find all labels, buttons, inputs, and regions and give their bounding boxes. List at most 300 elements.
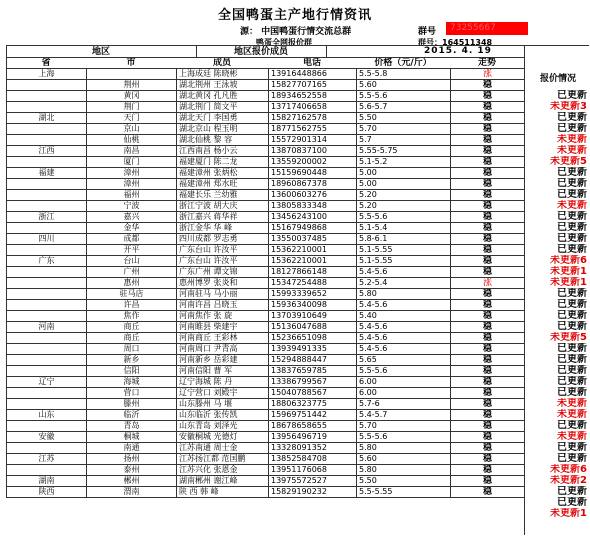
price-cell: 5.5-5.6 <box>357 366 451 377</box>
trend-cell: 稳 <box>451 399 525 410</box>
city-cell: 宁波 <box>87 201 177 212</box>
member-cell: 江西南昌 杨小云 <box>177 146 269 157</box>
status-badge: 已更新 <box>557 211 587 222</box>
trend-cell: 稳 <box>451 212 525 223</box>
phone-cell: 13703910649 <box>269 311 357 322</box>
status-badge: 未更新3 <box>550 101 587 112</box>
price-cell: 5.65 <box>357 355 451 366</box>
price-cell: 5.1-5.4 <box>357 223 451 234</box>
table-row <box>7 278 525 289</box>
province-cell <box>7 124 87 135</box>
phone-cell: 15936340098 <box>269 300 357 311</box>
price-cell: 5.55-5.75 <box>357 146 451 157</box>
price-cell: 5.5-5.55 <box>357 487 451 498</box>
trend-cell: 稳 <box>451 366 525 377</box>
price-cell: 6.00 <box>357 388 451 399</box>
table-row <box>7 399 525 410</box>
table-row <box>7 311 525 322</box>
table-row <box>7 190 525 201</box>
province-cell: 福建 <box>7 168 87 179</box>
member-cell: 广东台山 许汝平 <box>177 256 269 267</box>
city-cell: 新乡 <box>87 355 177 366</box>
price-cell: 5.1-5.55 <box>357 245 451 256</box>
trend-cell: 稳 <box>451 223 525 234</box>
trend-cell: 涨 <box>451 69 525 80</box>
member-cell: 陕 西 韩 峰 <box>177 487 269 498</box>
province-cell <box>7 311 87 322</box>
table-row <box>7 443 525 454</box>
member-cell: 四川成都 罗志勇 <box>177 234 269 245</box>
province-cell: 上海 <box>7 69 87 80</box>
status-badge: 已更新 <box>557 233 587 244</box>
city-cell: 许昌 <box>87 300 177 311</box>
phone-cell: 15969751442 <box>269 410 357 421</box>
city-cell: 金华 <box>87 223 177 234</box>
status-badge: 已更新 <box>557 112 587 123</box>
member-cell: 河南信阳 曹 军 <box>177 366 269 377</box>
province-cell <box>7 278 87 289</box>
report-date: 2015. 4. 19 <box>424 46 492 56</box>
status-badge: 未更新 <box>557 409 587 420</box>
price-cell: 5.4-5.6 <box>357 267 451 278</box>
table-row <box>7 344 525 355</box>
price-cell: 5.20 <box>357 201 451 212</box>
phone-cell: 15362210001 <box>269 256 357 267</box>
header-price: 价格（元/斤） <box>374 58 432 68</box>
price-cell: 5.50 <box>357 113 451 124</box>
trend-cell: 稳 <box>451 190 525 201</box>
price-cell: 5.80 <box>357 289 451 300</box>
province-cell <box>7 421 87 432</box>
trend-cell: 稳 <box>451 432 525 443</box>
province-cell: 江苏 <box>7 454 87 465</box>
status-badge: 已更新 <box>557 222 587 233</box>
table-row <box>7 212 525 223</box>
phone-cell: 15347254488 <box>269 278 357 289</box>
table-row <box>7 91 525 102</box>
phone-cell: 15827707165 <box>269 80 357 91</box>
price-cell: 5.4-5.6 <box>357 344 451 355</box>
province-cell <box>7 399 87 410</box>
table-row <box>7 234 525 245</box>
status-badge: 已更新 <box>557 299 587 310</box>
status-badge: 已更新 <box>557 288 587 299</box>
phone-cell: 18127866148 <box>269 267 357 278</box>
city-cell: 驻马店 <box>87 289 177 300</box>
table-row <box>7 223 525 234</box>
member-cell: 河南许昌 吕晓玉 <box>177 300 269 311</box>
city-cell: 信阳 <box>87 366 177 377</box>
table-row <box>7 267 525 278</box>
status-badge: 已更新 <box>557 90 587 101</box>
table-row <box>7 366 525 377</box>
trend-cell: 稳 <box>451 124 525 135</box>
city-cell: 台山 <box>87 256 177 267</box>
table-row <box>7 454 525 465</box>
city-cell: 扬州 <box>87 454 177 465</box>
status-badge: 未更新1 <box>550 266 587 277</box>
status-badge: 未更新1 <box>550 277 587 288</box>
price-cell: 6.00 <box>357 377 451 388</box>
phone-cell: 18806323775 <box>269 399 357 410</box>
table-row <box>7 476 525 487</box>
city-cell: 漳州 <box>87 179 177 190</box>
city-cell: 商丘 <box>87 333 177 344</box>
phone-cell: 13852584708 <box>269 454 357 465</box>
header-report: 报价情况 <box>539 74 576 84</box>
price-cell: 5.00 <box>357 179 451 190</box>
table-row <box>7 487 525 498</box>
member-cell: 河南焦作 张 旋 <box>177 311 269 322</box>
province-cell <box>7 190 87 201</box>
phone-cell: 15572901314 <box>269 135 357 146</box>
phone-cell: 18771562755 <box>269 124 357 135</box>
trend-cell: 稳 <box>451 476 525 487</box>
trend-cell: 稳 <box>451 80 525 91</box>
trend-cell: 稳 <box>451 102 525 113</box>
province-cell <box>7 344 87 355</box>
price-cell: 5.80 <box>357 443 451 454</box>
price-cell: 5.7 <box>357 135 451 146</box>
price-cell: 5.60 <box>357 454 451 465</box>
table-row <box>7 377 525 388</box>
member-cell: 湖北天门 李国勇 <box>177 113 269 124</box>
province-cell <box>7 80 87 91</box>
status-badge: 未更新5 <box>550 332 587 343</box>
table-row <box>7 179 525 190</box>
trend-cell: 稳 <box>451 344 525 355</box>
status-badge: 未更新 <box>557 431 587 442</box>
province-cell: 山东 <box>7 410 87 421</box>
province-cell: 湖南 <box>7 476 87 487</box>
phone-cell: 13805833348 <box>269 201 357 212</box>
phone-cell: 13916448866 <box>269 69 357 80</box>
table-row <box>7 333 525 344</box>
trend-cell: 稳 <box>451 465 525 476</box>
city-cell: 成都 <box>87 234 177 245</box>
table-row <box>7 157 525 168</box>
city-cell: 嘉兴 <box>87 212 177 223</box>
table-row <box>7 289 525 300</box>
member-cell: 湖北荆州 王泳坡 <box>177 80 269 91</box>
price-cell: 5.60 <box>357 80 451 91</box>
status-badge: 已更新 <box>557 376 587 387</box>
report-status-column <box>527 68 589 519</box>
phone-cell: 13951176068 <box>269 465 357 476</box>
status-badge: 已更新 <box>557 365 587 376</box>
status-badge: 未更新2 <box>550 475 587 486</box>
city-cell: 周口 <box>87 344 177 355</box>
phone-cell: 15827162578 <box>269 113 357 124</box>
phone-cell: 13386799567 <box>269 377 357 388</box>
province-cell <box>7 366 87 377</box>
province-cell <box>7 443 87 454</box>
trend-cell: 稳 <box>451 146 525 157</box>
status-badge: 已更新 <box>557 244 587 255</box>
phone-cell: 13939491335 <box>269 344 357 355</box>
member-cell: 辽宁海城 陈 丹 <box>177 377 269 388</box>
phone-cell: 13837659785 <box>269 366 357 377</box>
trend-cell: 稳 <box>451 179 525 190</box>
source-line-2: 鸭蛋全网报价群 <box>256 38 312 47</box>
trend-cell: 稳 <box>451 454 525 465</box>
city-cell: 南昌 <box>87 146 177 157</box>
member-cell: 河南新乡 岳彩建 <box>177 355 269 366</box>
trend-cell: 稳 <box>451 443 525 454</box>
province-cell <box>7 300 87 311</box>
price-cell: 5.4-5.7 <box>357 410 451 421</box>
trend-cell: 稳 <box>451 377 525 388</box>
province-cell <box>7 333 87 344</box>
province-cell <box>7 179 87 190</box>
table-row <box>7 432 525 443</box>
table-row <box>7 135 525 146</box>
price-cell: 5.40 <box>357 311 451 322</box>
member-cell: 福建漳州 郑水旺 <box>177 179 269 190</box>
phone-cell: 13870837100 <box>269 146 357 157</box>
table-row <box>7 80 525 91</box>
city-cell <box>87 69 177 80</box>
trend-cell: 稳 <box>451 91 525 102</box>
province-cell <box>7 91 87 102</box>
trend-cell: 稳 <box>451 113 525 124</box>
price-cell: 5.1-5.2 <box>357 157 451 168</box>
qun2-line: 群号：164511348 <box>418 38 493 47</box>
phone-cell: 13717406658 <box>269 102 357 113</box>
province-cell <box>7 267 87 278</box>
member-cell: 江苏南通 周士金 <box>177 443 269 454</box>
header-region: 地区 <box>91 47 110 57</box>
status-badge: 未更新6 <box>550 464 587 475</box>
member-cell: 江苏兴化 张恩金 <box>177 465 269 476</box>
phone-cell: 15993339652 <box>269 289 357 300</box>
member-cell: 广东广州 谭文锦 <box>177 267 269 278</box>
city-cell: 黄冈 <box>87 91 177 102</box>
status-badge: 已更新 <box>557 354 587 365</box>
phone-cell: 13328091352 <box>269 443 357 454</box>
status-badge: 已更新 <box>557 321 587 332</box>
trend-cell: 稳 <box>451 333 525 344</box>
member-cell: 安徽桐城 光德灯 <box>177 432 269 443</box>
member-cell: 福建厦门 陈二龙 <box>177 157 269 168</box>
trend-cell: 稳 <box>451 355 525 366</box>
member-cell: 上海成廷 陈晓彬 <box>177 69 269 80</box>
city-cell: 荆州 <box>87 80 177 91</box>
member-cell: 河南商丘 王彩林 <box>177 333 269 344</box>
status-badge: 已更新 <box>557 387 587 398</box>
phone-cell: 13956496719 <box>269 432 357 443</box>
table-row <box>7 168 525 179</box>
province-cell: 陕西 <box>7 487 87 498</box>
price-cell: 5.20 <box>357 190 451 201</box>
status-badge: 已更新 <box>557 178 587 189</box>
member-cell: 山东青岛 刘泽光 <box>177 421 269 432</box>
price-cell: 5.70 <box>357 124 451 135</box>
trend-cell: 稳 <box>451 311 525 322</box>
province-cell: 江西 <box>7 146 87 157</box>
status-badge: 已更新 <box>557 310 587 321</box>
member-cell: 广东台山 许汝平 <box>177 245 269 256</box>
status-badge: 已更新 <box>557 442 587 453</box>
table-row <box>7 256 525 267</box>
phone-cell: 18934652558 <box>269 91 357 102</box>
header-phone: 电话 <box>302 58 321 68</box>
trend-cell: 稳 <box>451 157 525 168</box>
status-badge: 已更新 <box>557 497 587 508</box>
price-cell: 5.4-5.6 <box>357 333 451 344</box>
table-row <box>7 245 525 256</box>
province-cell: 广东 <box>7 256 87 267</box>
province-cell <box>7 289 87 300</box>
phone-cell: 15362210001 <box>269 245 357 256</box>
header-city: 市 <box>126 58 136 68</box>
trend-cell: 稳 <box>451 168 525 179</box>
status-badge: 已更新 <box>557 486 587 497</box>
table-row <box>7 300 525 311</box>
city-cell: 开平 <box>87 245 177 256</box>
price-cell: 5.7-6 <box>357 399 451 410</box>
province-cell: 浙江 <box>7 212 87 223</box>
member-cell: 湖南郴州 谢江峰 <box>177 476 269 487</box>
trend-cell: 稳 <box>451 388 525 399</box>
status-badge: 未更新 <box>557 134 587 145</box>
province-cell: 河南 <box>7 322 87 333</box>
province-cell <box>7 201 87 212</box>
province-cell <box>7 135 87 146</box>
price-cell: 5.70 <box>357 421 451 432</box>
member-cell: 湖北荆门 简文平 <box>177 102 269 113</box>
status-badge: 未更新 <box>557 398 587 409</box>
province-cell: 四川 <box>7 234 87 245</box>
trend-cell: 稳 <box>451 289 525 300</box>
member-cell: 湖北仙桃 黎 容 <box>177 135 269 146</box>
price-cell: 5.5-5.6 <box>357 91 451 102</box>
member-cell: 福建长乐 兰幼雅 <box>177 190 269 201</box>
header-region-price: 地区报价成员 <box>233 47 288 57</box>
table-row <box>7 388 525 399</box>
city-cell: 桐城 <box>87 432 177 443</box>
header-member: 成员 <box>212 58 231 68</box>
table-row <box>7 113 525 124</box>
phone-cell: 13975572527 <box>269 476 357 487</box>
table-row <box>7 124 525 135</box>
price-cell: 5.80 <box>357 465 451 476</box>
member-cell: 浙江嘉兴 蒋华祥 <box>177 212 269 223</box>
phone-cell: 15294888447 <box>269 355 357 366</box>
status-badge: 已更新 <box>557 189 587 200</box>
city-cell: 天门 <box>87 113 177 124</box>
qun-label: 群号 <box>418 27 437 37</box>
status-badge: 未更新 <box>557 200 587 211</box>
city-cell: 荆门 <box>87 102 177 113</box>
city-cell: 仙桃 <box>87 135 177 146</box>
table-row <box>7 102 525 113</box>
city-cell: 临沂 <box>87 410 177 421</box>
trend-cell: 稳 <box>451 245 525 256</box>
city-cell: 南通 <box>87 443 177 454</box>
status-badge: 已更新 <box>557 167 587 178</box>
page-title: 全国鸭蛋主产地行情资讯 <box>217 8 372 23</box>
price-table <box>6 68 525 498</box>
source-line: 源： 中国鸭蛋行情交流总群 <box>240 27 352 37</box>
member-cell: 湖北京山 程玉明 <box>177 124 269 135</box>
city-cell: 福州 <box>87 190 177 201</box>
city-cell: 青岛 <box>87 421 177 432</box>
city-cell: 惠州 <box>87 278 177 289</box>
price-cell: 5.00 <box>357 168 451 179</box>
member-cell: 山东临沂 张传凯 <box>177 410 269 421</box>
trend-cell: 稳 <box>451 410 525 421</box>
member-cell: 福建漳州 张炳松 <box>177 168 269 179</box>
member-cell: 河南睢县 柴建宇 <box>177 322 269 333</box>
phone-cell: 15136047688 <box>269 322 357 333</box>
header-trend: 走势 <box>477 58 496 68</box>
trend-cell: 稳 <box>451 256 525 267</box>
province-cell <box>7 223 87 234</box>
city-cell: 海城 <box>87 377 177 388</box>
phone-cell: 18678658655 <box>269 421 357 432</box>
phone-cell: 15236651098 <box>269 333 357 344</box>
table-row <box>7 69 525 80</box>
city-cell: 郴州 <box>87 476 177 487</box>
trend-cell: 稳 <box>451 267 525 278</box>
city-cell: 广州 <box>87 267 177 278</box>
trend-cell: 稳 <box>451 322 525 333</box>
city-cell: 商丘 <box>87 322 177 333</box>
status-badge: 已更新 <box>557 343 587 354</box>
price-cell: 5.6-5.7 <box>357 102 451 113</box>
province-cell <box>7 465 87 476</box>
price-cell: 5.2-5.4 <box>357 278 451 289</box>
city-cell: 渭南 <box>87 487 177 498</box>
province-cell <box>7 355 87 366</box>
price-cell: 5.8-6.1 <box>357 234 451 245</box>
member-cell: 山东滕州 马 堰 <box>177 399 269 410</box>
table-row <box>7 355 525 366</box>
trend-cell: 稳 <box>451 487 525 498</box>
price-cell: 5.4-5.6 <box>357 300 451 311</box>
trend-cell: 稳 <box>451 201 525 212</box>
city-cell: 京山 <box>87 124 177 135</box>
province-cell <box>7 157 87 168</box>
status-badge: 已更新 <box>557 123 587 134</box>
city-cell: 泰州 <box>87 465 177 476</box>
status-badge: 未更新6 <box>550 255 587 266</box>
phone-cell: 15829190232 <box>269 487 357 498</box>
price-cell: 5.4-5.6 <box>357 322 451 333</box>
trend-cell: 涨 <box>451 278 525 289</box>
price-cell: 5.5-5.6 <box>357 432 451 443</box>
member-cell: 浙江宁波 胡大庆 <box>177 201 269 212</box>
province-cell: 安徽 <box>7 432 87 443</box>
price-cell: 5.1-5.55 <box>357 256 451 267</box>
trend-cell: 稳 <box>451 234 525 245</box>
member-cell: 河南驻马 马小丽 <box>177 289 269 300</box>
trend-cell: 稳 <box>451 300 525 311</box>
phone-cell: 13550037485 <box>269 234 357 245</box>
trend-cell: 稳 <box>451 135 525 146</box>
table-row <box>7 421 525 432</box>
header-province: 省 <box>41 58 51 68</box>
phone-cell: 15167949868 <box>269 223 357 234</box>
status-badge: 未更新 <box>557 145 587 156</box>
member-cell: 湖北黄冈 孔凡胜 <box>177 91 269 102</box>
member-cell: 惠州博罗 张炎和 <box>177 278 269 289</box>
member-cell: 辽宁营口 刘殿宇 <box>177 388 269 399</box>
qun-number-box: 73255667 <box>446 22 528 35</box>
status-badge: 已更新 <box>557 420 587 431</box>
phone-cell: 18960867378 <box>269 179 357 190</box>
